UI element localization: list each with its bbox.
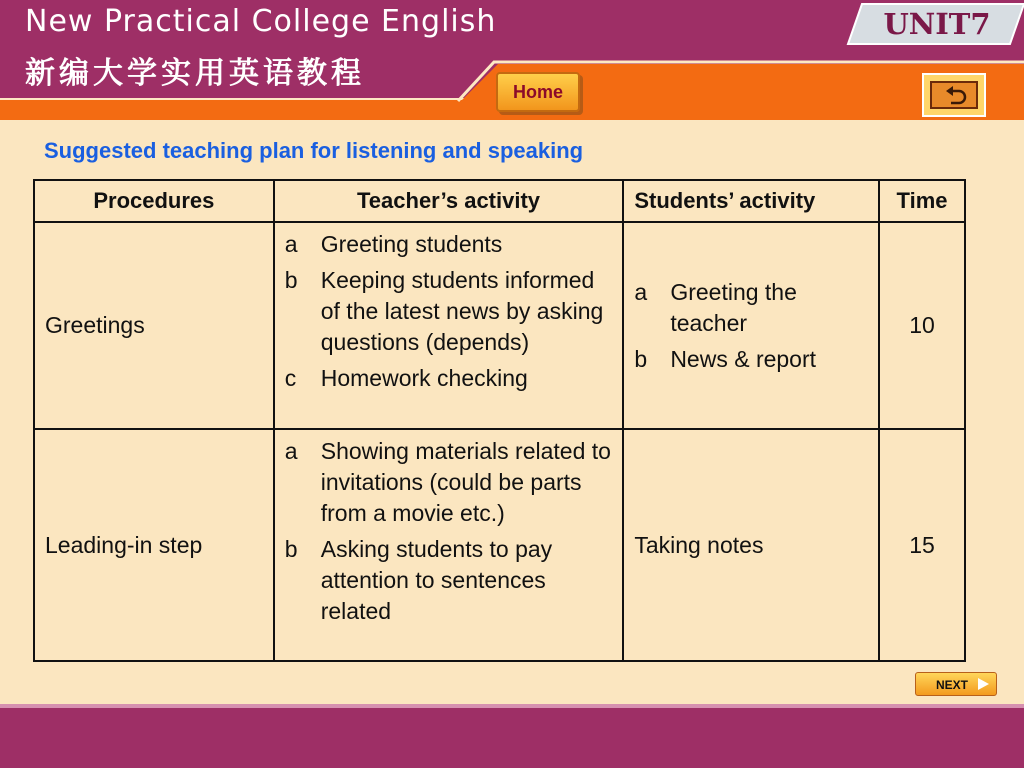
teaching-plan-table bbox=[33, 179, 966, 662]
column-header-procedures: Procedures bbox=[34, 180, 274, 222]
item-text: Showing materials related to invitations (could be parts from a movie etc.) bbox=[320, 438, 611, 526]
activity-item bbox=[285, 436, 615, 529]
back-button-face bbox=[930, 81, 978, 109]
item-text: News & report bbox=[670, 345, 817, 372]
unit-badge: UNIT7 bbox=[883, 7, 991, 41]
item-text: Greeting students bbox=[320, 231, 503, 257]
column-header-time: Time bbox=[879, 180, 965, 222]
next-button-label: NEXT bbox=[936, 678, 969, 692]
activity-item bbox=[634, 277, 870, 339]
item-letter: c bbox=[284, 365, 297, 391]
table-row-leading-in bbox=[34, 429, 965, 661]
next-button[interactable] bbox=[915, 672, 997, 696]
table-header-row bbox=[34, 180, 965, 222]
app-title-chinese: 新编大学实用英语教程 bbox=[25, 56, 365, 91]
page-subtitle: Suggested teaching plan for listening and speaking bbox=[44, 138, 584, 163]
item-letter: b bbox=[284, 536, 298, 562]
time-cell: 10 bbox=[879, 222, 965, 429]
activity-item bbox=[634, 344, 870, 375]
activity-item bbox=[285, 229, 615, 260]
students-activity-cell bbox=[623, 222, 879, 429]
item-letter: a bbox=[634, 278, 648, 305]
app-title-english: New Practical College English bbox=[25, 4, 497, 39]
column-header-teacher-activity: Teacher’s activity bbox=[274, 180, 624, 222]
item-letter: b bbox=[634, 345, 648, 372]
item-text: Keeping students informed of the latest news by asking questions (depends) bbox=[320, 267, 604, 355]
item-letter: a bbox=[284, 231, 298, 257]
procedure-cell: Leading-in step bbox=[34, 429, 274, 661]
teacher-activity-cell bbox=[274, 429, 624, 661]
time-cell: 15 bbox=[879, 429, 965, 661]
footer-banner bbox=[0, 708, 1024, 768]
back-button[interactable] bbox=[922, 73, 986, 117]
teacher-activity-cell bbox=[274, 222, 624, 429]
procedure-cell: Greetings bbox=[34, 222, 274, 429]
column-header-students-activity: Students’ activity bbox=[623, 180, 879, 222]
item-text: Asking students to pay attention to sentences related bbox=[320, 536, 553, 624]
activity-item bbox=[285, 363, 615, 394]
activity-item bbox=[285, 265, 615, 358]
activity-item bbox=[285, 534, 615, 627]
header-banner bbox=[0, 0, 1024, 120]
home-button[interactable]: Home bbox=[496, 72, 580, 112]
return-arrow-icon bbox=[941, 85, 971, 107]
item-letter: b bbox=[284, 267, 298, 293]
table-row-greetings bbox=[34, 222, 965, 429]
play-arrow-icon bbox=[978, 678, 989, 690]
item-text: Greeting the teacher bbox=[670, 278, 797, 336]
item-letter: a bbox=[284, 438, 298, 464]
students-activity-cell: Taking notes bbox=[623, 429, 879, 661]
item-text: Homework checking bbox=[320, 365, 528, 391]
